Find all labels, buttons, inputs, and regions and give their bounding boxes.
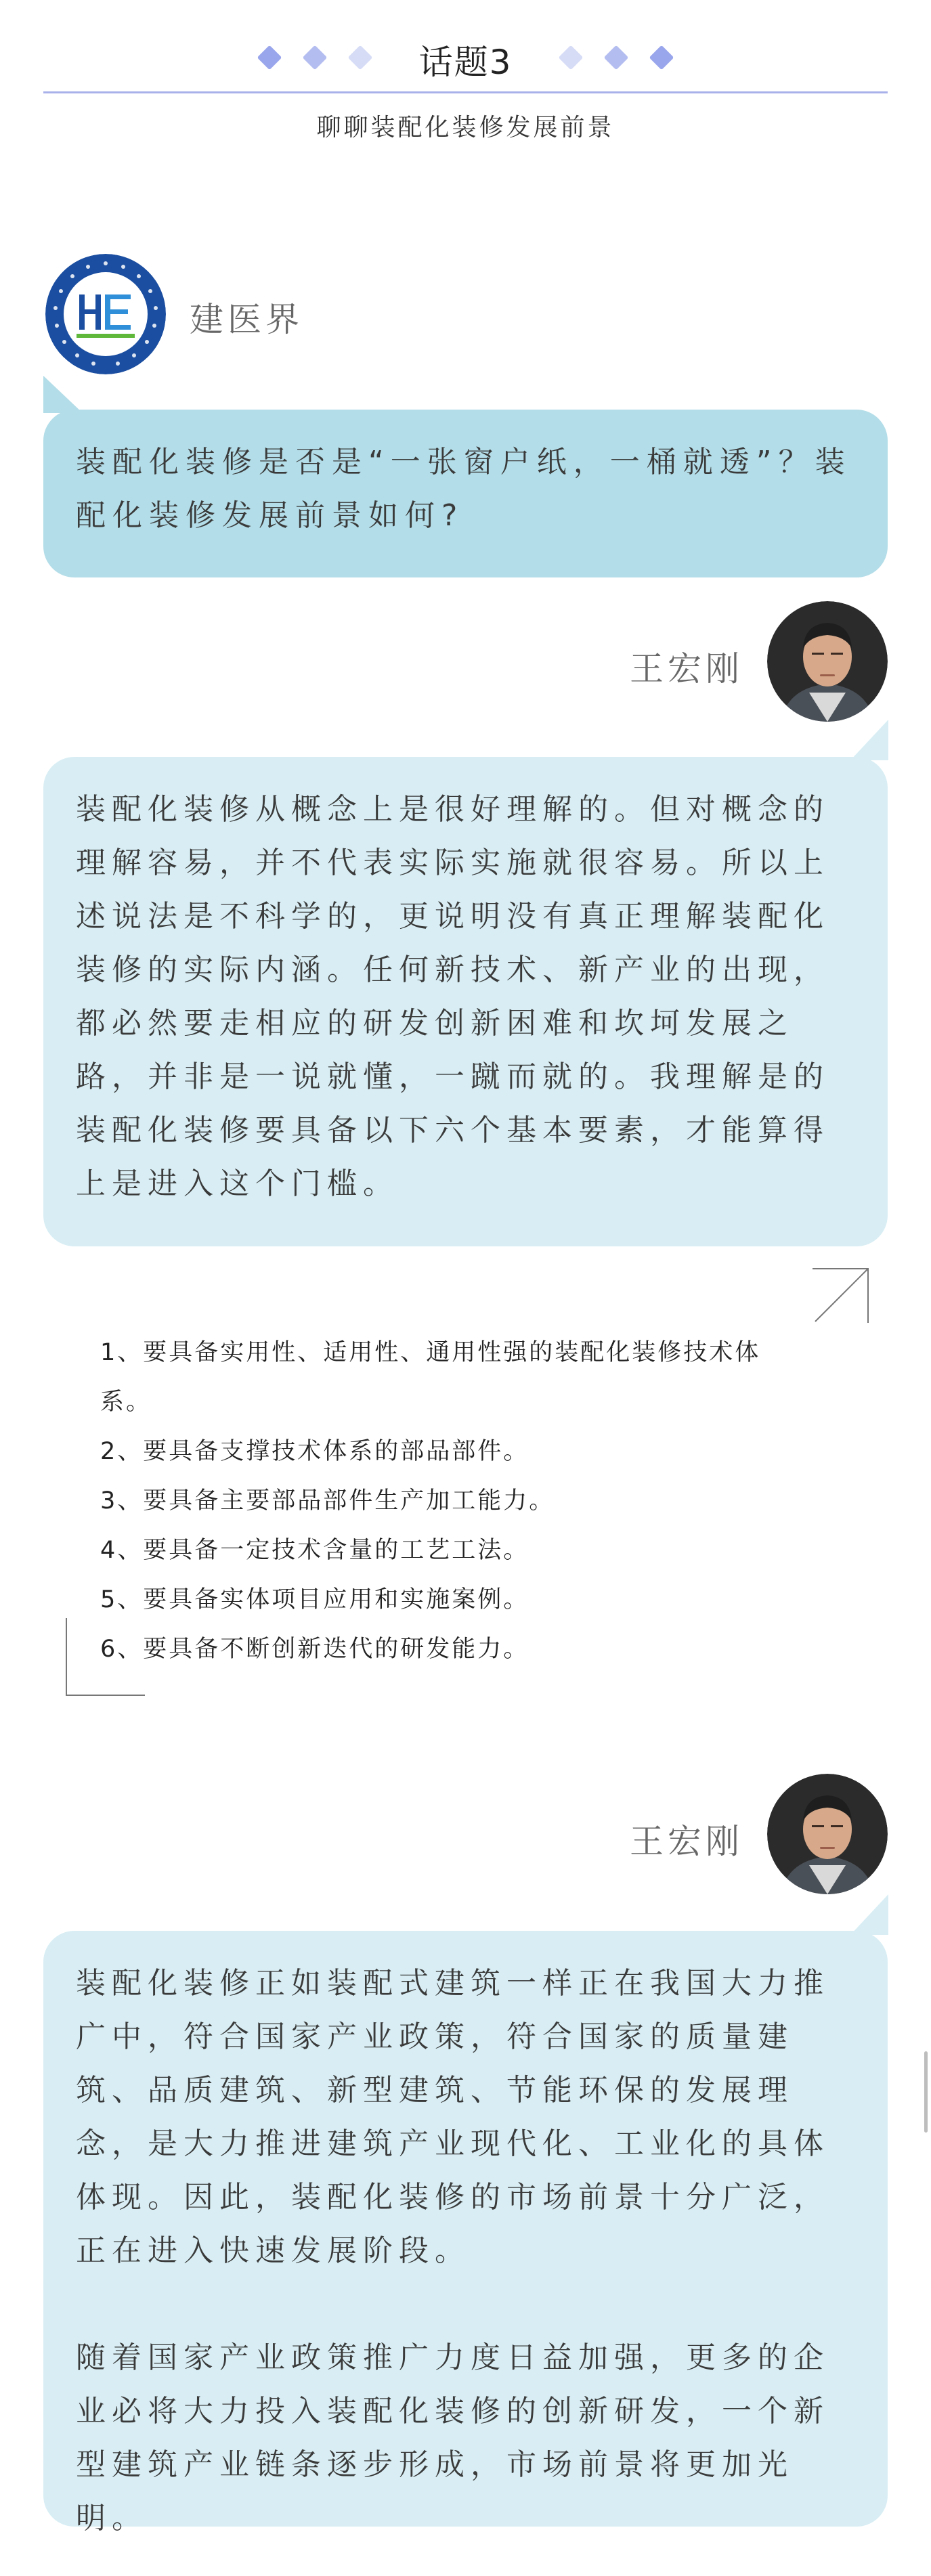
- requirement-item-5: 5、要具备实体项目应用和实施案例。: [100, 1586, 529, 1613]
- topic-subtitle: 聊聊装配化装修发展前景: [316, 114, 615, 141]
- hbe-logo-icon: [45, 254, 166, 374]
- topic-divider: [43, 91, 888, 93]
- host-logo-avatar: [45, 254, 166, 374]
- question-text: 装配化装修是否是“一张窗户纸，一桶就透”？装配化装修发展前景如何?: [76, 445, 852, 533]
- requirement-item-3: 3、要具备主要部品部件生产加工能力。: [100, 1487, 555, 1514]
- question-bubble-tail: [43, 376, 84, 413]
- answer1-bubble-tail: [850, 720, 888, 760]
- answer2-avatar: [767, 1774, 888, 1894]
- answer1-speaker-name: 王宏刚: [630, 649, 743, 689]
- top-right-bracket-arrow: [813, 1267, 869, 1324]
- requirement-item-2: 2、要具备支撑技术体系的部品部件。: [100, 1438, 529, 1465]
- scrollbar-thumb[interactable]: [924, 2051, 928, 2133]
- requirement-item-1-cont: 系。: [100, 1389, 152, 1416]
- answer2-paragraph-1: 装配化装修正如装配式建筑一样正在我国大力推广中，符合国家产业政策，符合国家的质量建筑、品质建筑、新型建筑、节能环保的发展理念，是大力推进建筑产业现代化、工业化的具体体现。因此，装配化装修的市场前景十分广泛，正在进入快速发展阶段。: [76, 1966, 829, 2268]
- person-portrait-icon: [767, 601, 888, 722]
- answer1-text: 装配化装修从概念上是很好理解的。但对概念的理解容易，并不代表实际实施就很容易。所以上述说法是不科学的，更说明没有真正理解装配化装修的实际内涵。任何新技术、新产业的出现，都必然要走相应的研发创新困难和坎坷发展之路，并非是一说就懂，一蹴而就的。我理解是的装配化装修要具备以下六个基本要素，才能算得上是进入这个门槛。: [76, 792, 829, 1201]
- bottom-left-bracket: [65, 1618, 146, 1697]
- answer2-bubble-tail: [850, 1894, 888, 1935]
- topic-title: 话题3: [418, 43, 513, 82]
- answer2-bubble: [43, 1931, 888, 2535]
- host-name: 建医界: [190, 300, 303, 339]
- answer1-avatar: [767, 601, 888, 722]
- question-bubble: [43, 410, 888, 577]
- answer1-bubble: [43, 757, 888, 1246]
- requirement-item-6: 6、要具备不断创新迭代的研发能力。: [100, 1636, 529, 1663]
- answer2-speaker-name: 王宏刚: [630, 1822, 743, 1861]
- person-portrait-icon: [767, 1774, 888, 1894]
- answer2-paragraph-2: 随着国家产业政策推广力度日益加强，更多的企业必将大力投入装配化装修的创新研发，一个新型建筑产业链条逐步形成，市场前景将更加光明。: [76, 2340, 829, 2535]
- requirement-item-4: 4、要具备一定技术含量的工艺工法。: [100, 1537, 529, 1564]
- requirement-item-1: 1、要具备实用性、适用性、通用性强的装配化装修技术体: [100, 1339, 761, 1366]
